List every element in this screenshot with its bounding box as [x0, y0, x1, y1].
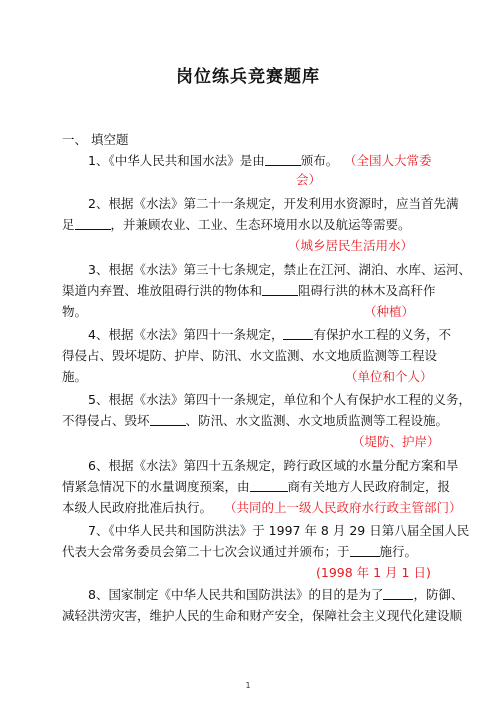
- question-3-line-1: 3、根据《水法》第三十七条规定，禁止在江河、湖泊、水库、运河、: [88, 262, 471, 277]
- answer-6: （共同的上一级人民政府水行政主管部门）: [224, 500, 462, 515]
- question-6-line-2: 情紧急情况下的水量调度预案，由 商有关地方人民政府制定，报: [62, 479, 451, 494]
- answer-5: （堤防、护岸）: [352, 434, 440, 449]
- blank: [75, 217, 111, 230]
- blank: [250, 479, 288, 492]
- answer-7: (1998 年 1 月 1 日): [316, 565, 431, 580]
- question-5-line-2: 不得侵占、毁坏 、防汛、水文监测、水文地质监测等工程设施。: [62, 413, 449, 428]
- question-3-line-3: 物。: [62, 304, 88, 319]
- question-4-line-3: 施。: [62, 369, 88, 384]
- answer-2: （城乡居民生活用水）: [288, 238, 414, 253]
- answer-4: （单位和个人）: [345, 369, 433, 384]
- question-1: 1、《中华人民共和国水法》是由 颁布。: [88, 153, 339, 168]
- blank: [265, 153, 301, 166]
- question-5-line-1: 5、根据《水法》第四十一条规定，单位和个人有保护水工程的义务，: [88, 392, 471, 407]
- page-title: 岗位练兵竞赛题库: [176, 67, 320, 87]
- page-number: 1: [245, 681, 251, 690]
- question-6-line-1: 6、根据《水法》第四十五条规定，跨行政区域的水量分配方案和旱: [88, 458, 459, 473]
- answer-1a: （全国人大常委: [344, 153, 432, 168]
- blank: [150, 413, 186, 426]
- question-2-line-2: 足 ，并兼顾农业、工业、生态环境用水以及航运等需要。: [62, 217, 411, 232]
- question-8-line-1: 8、国家制定《中华人民共和国防洪法》的目的是为了 ，防御、: [88, 587, 464, 602]
- question-8-line-2: 减轻洪涝灾害，维护人民的生命和财产安全，保障社会主义现代化建设顺: [62, 608, 463, 623]
- answer-3: （种植）: [364, 304, 415, 319]
- question-7-line-1: 7、《中华人民共和国防洪法》于 1997 年 8 月 29 日第八届全国人民: [88, 523, 470, 538]
- blank: [350, 544, 380, 557]
- blank: [283, 327, 313, 340]
- question-4-line-2: 得侵占、毁坏堤防、护岸、防汛、水文监测、水文地质监测等工程设: [62, 348, 438, 363]
- question-6-line-3: 本级人民政府批准后执行。: [62, 500, 213, 515]
- question-2-line-1: 2、根据《水法》第二十一条规定，开发利用水资源时，应当首先满: [88, 196, 459, 211]
- answer-1b: 会）: [296, 172, 322, 187]
- question-4-line-1: 4、根据《水法》第四十一条规定， 有保护水工程的义务，不: [88, 327, 451, 342]
- section-heading: 一、 填空题: [62, 132, 129, 147]
- blank: [383, 587, 413, 600]
- blank: [262, 283, 298, 296]
- question-7-line-2: 代表大会常务委员会第二十七次会议通过并颁布；于 施行。: [62, 544, 418, 559]
- question-3-line-2: 渠道内弃置、堆放阻碍行洪的物体和 阻碍行洪的林木及高秆作: [62, 283, 436, 298]
